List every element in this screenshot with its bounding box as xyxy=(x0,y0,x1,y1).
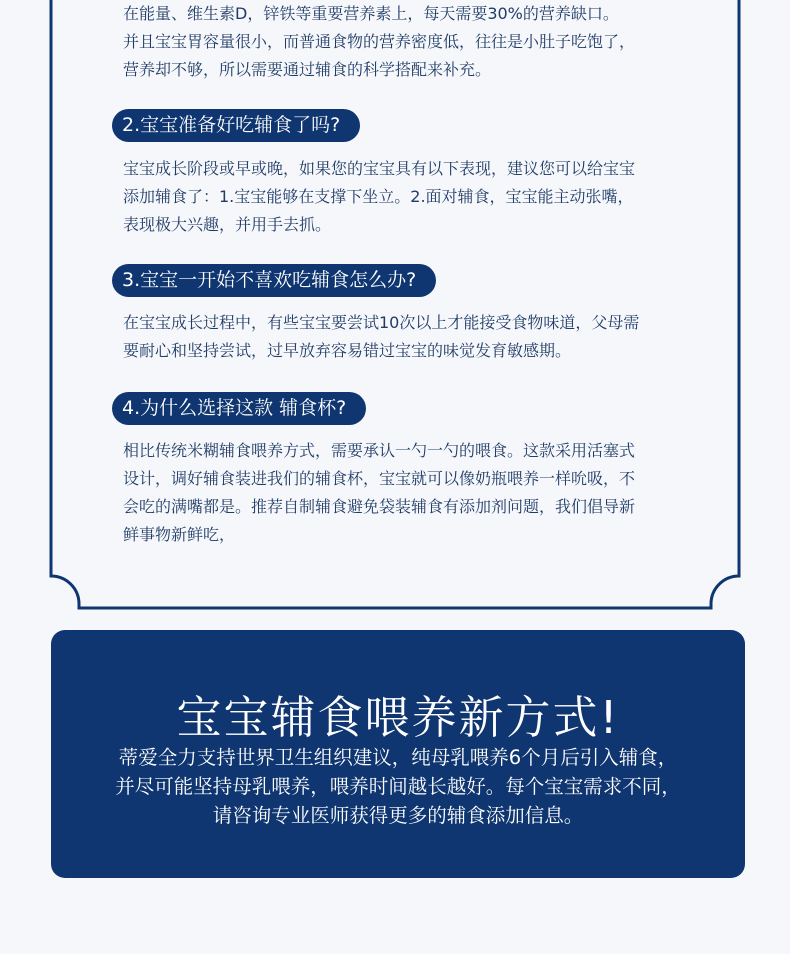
paragraph-line: 表现极大兴趣，并用手去抓。 xyxy=(123,215,332,234)
paragraph-line: 添加辅食了：1.宝宝能够在支撑下坐立。2.面对辅食，宝宝能主动张嘴， xyxy=(123,187,634,206)
section-paragraph-ready xyxy=(123,155,705,239)
banner-line: 并尽可能坚持母乳喂养，喂养时间越长越好。每个宝宝需求不同， xyxy=(115,775,681,798)
paragraph-line: 设计，调好辅食装进我们的辅食杯，宝宝就可以像奶瓶喂养一样吮吸，不 xyxy=(123,469,636,488)
paragraph-line: 宝宝成长阶段或早或晚，如果您的宝宝具有以下表现，建议您可以给宝宝 xyxy=(123,159,636,178)
paragraph-line: 相比传统米糊辅食喂养方式，需要承认一勺一勺的喂食。这款采用活塞式 xyxy=(123,441,636,460)
section-title-ready: 2.宝宝准备好吃辅食了吗? xyxy=(112,109,360,142)
banner-paragraph xyxy=(71,743,725,830)
intro-line: 并且宝宝胃容量很小，而普通食物的营养密度低，往往是小肚子吃饱了， xyxy=(123,32,636,51)
intro-line: 营养却不够，所以需要通过辅食的科学搭配来补充。 xyxy=(123,60,492,79)
paragraph-line: 在宝宝成长过程中，有些宝宝要尝试10次以上才能接受食物味道，父母需 xyxy=(123,313,640,332)
intro-line: 在能量、维生素D，锌铁等重要营养素上，每天需要30%的营养缺口。 xyxy=(123,4,619,23)
feeding-banner xyxy=(51,630,745,878)
banner-line: 蒂爱全力支持世界卫生组织建议，纯母乳喂养6个月后引入辅食， xyxy=(118,746,678,769)
paragraph-line: 会吃的满嘴都是。推荐自制辅食避免袋装辅食有添加剂问题，我们倡导新 xyxy=(123,497,636,516)
paragraph-line: 鲜事物新鲜吃， xyxy=(123,525,236,544)
banner-title: 宝宝辅食喂养新方式! xyxy=(176,691,620,744)
section-paragraph-dislike xyxy=(123,309,705,365)
paragraph-line: 要耐心和坚持尝试，过早放弃容易错过宝宝的味觉发育敏感期。 xyxy=(123,341,572,360)
section-title-dislike: 3.宝宝一开始不喜欢吃辅食怎么办? xyxy=(112,264,436,297)
section-paragraph-why-cup xyxy=(123,437,705,549)
section-title-why-cup: 4.为什么选择这款 辅食杯? xyxy=(112,392,366,425)
banner-line: 请咨询专业医师获得更多的辅食添加信息。 xyxy=(212,804,584,827)
intro-paragraph xyxy=(123,0,705,84)
